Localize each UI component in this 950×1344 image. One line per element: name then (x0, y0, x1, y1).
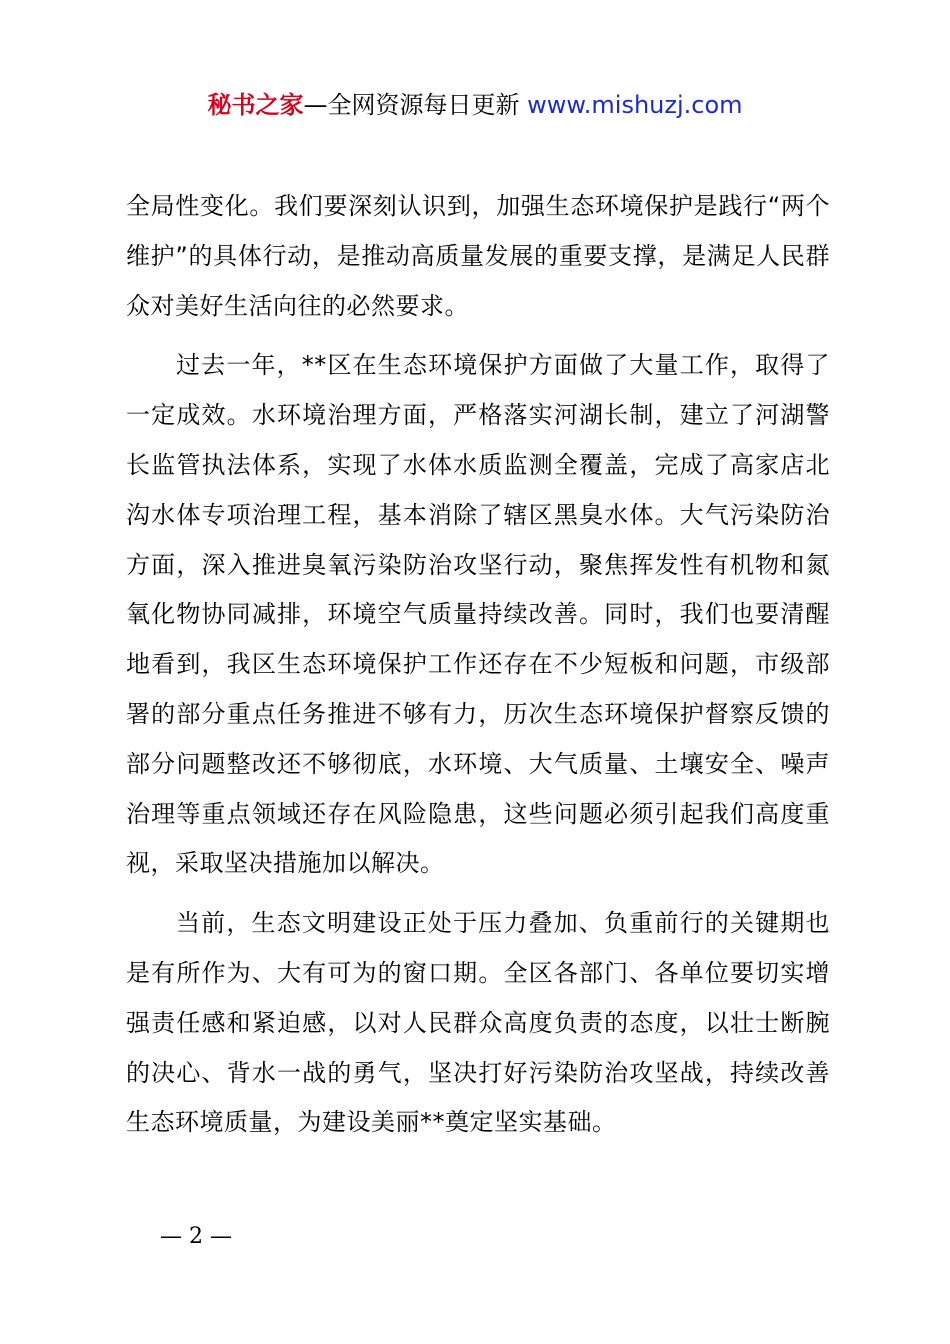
brand-name: 秘书之家 (207, 91, 304, 119)
paragraph-current-situation: 当前，生态文明建设正处于压力叠加、负重前行的关键期也是有所作为、大有可为的窗口期。全区各部门、各单位要切实增强责任感和紧迫感，以对人民群众高度负责的态度，以壮士断腕的决心、背水一战的勇气，坚决打好污染防治攻坚战，持续改善生态环境质量，为建设美丽**奠定坚实基础。 (126, 909, 830, 1137)
paragraph-continuation: 全局性变化。我们要深刻认识到，加强生态环境保护是践行“两个维护”的具体行动，是推动高质量发展的重要支撑，是满足人民群众对美好生活向往的必然要求。 (126, 192, 830, 320)
page-number: — 2 — (160, 1224, 232, 1249)
site-url[interactable]: www.mishuzj.com (527, 91, 743, 119)
paragraph-achievements: 过去一年，**区在生态环境保护方面做了大量工作，取得了一定成效。水环境治理方面，严格落实河湖长制，建立了河湖警长监管执法体系，实现了水体水质监测全覆盖，完成了高家店北沟水体专项治理工程，基本消除了辖区黑臭水体。大气污染防治方面，深入推进臭氧污染防治攻坚行动，聚焦挥发性有机物和氮氧化物协同减排，环境空气质量持续改善。同时，我们也要清醒地看到，我区生态环境保护工作还存在不少短板和问题，市级部署的部分重点任务推进不够有力，历次生态环境保护督察反馈的部分问题整改还不够彻底，水环境、大气质量、土壤安全、噪声治理等重点领域还存在风险隐患，这些问题必须引起我们高度重视，采取坚决措施加以解决。 (126, 351, 830, 878)
header-tagline: —全网资源每日更新 (303, 91, 528, 119)
site-header (0, 88, 950, 122)
document-body (126, 182, 830, 1148)
